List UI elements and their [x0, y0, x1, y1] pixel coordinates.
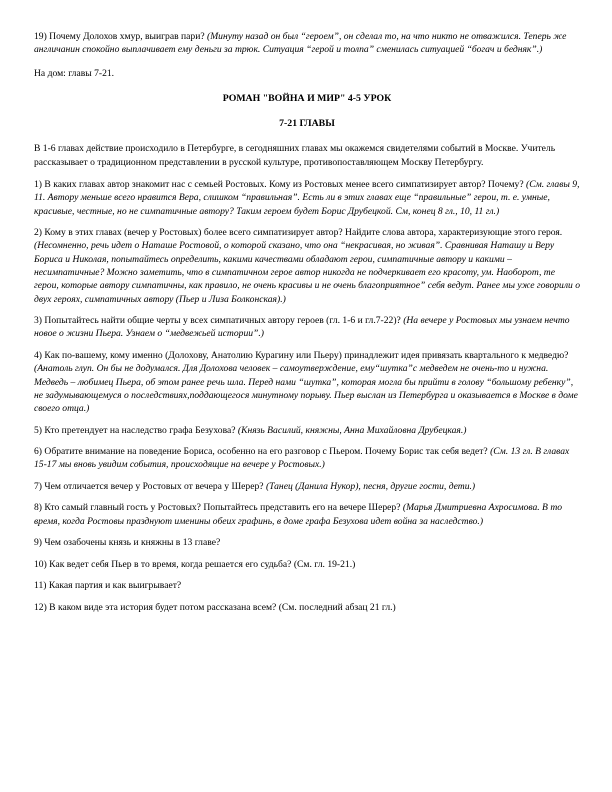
question-text: 7) Чем отличается вечер у Ростовых от вечера у Шерер? — [34, 480, 266, 492]
question-text: 8) Кто самый главный гость у Ростовых? Попытайтесь представить его на вечере Шерер? — [34, 502, 403, 514]
question-text: 10) Как ведет себя Пьер в то время, когда решается его судьба? (См. гл. 19-21.) — [34, 558, 356, 570]
answer-text: (Марья Дмитриевна Ахросимова. В то время, когда Ростовы празднуют именины обеих графинь, в доме графа Безухова идет война за наследство.) — [34, 502, 563, 527]
question-12 — [34, 601, 580, 614]
lesson-title: РОМАН "ВОЙНА И МИР" 4-5 УРОК — [222, 92, 392, 104]
question-5 — [34, 424, 580, 437]
chapters-subtitle: 7-21 ГЛАВЫ — [279, 118, 335, 130]
answer-text: (Князь Василий, княжны, Анна Михайловна Друбецкая.) — [237, 424, 467, 436]
homework-line: На дом: главы 7-21. — [34, 67, 115, 79]
question-text: 9) Чем озабочены князь и княжны в 13 главе? — [34, 537, 221, 549]
question-text: 3) Попытайтесь найти общие черты у всех симпатичных автору героев (гл. 1-6 и гл.7-22)? — [34, 315, 404, 327]
question-7 — [34, 480, 580, 493]
answer-text: (См. главы 9, 11. Автору меньше всего нравится Вера, слишком “правильная”. Есть ли в этих главах еще “правильные” герои, т. е. умные, красивые, честные, но не симпатичные автору? Таким героем будет Борис Друбецкой. См, конец 8 гл., 10, 11 гл.) — [34, 179, 580, 217]
document-page — [34, 30, 580, 622]
question-8 — [34, 501, 580, 528]
question-text: 2) Кому в этих главах (вечер у Ростовых) более всего симпатизирует автор? Найдите слова автора, характеризующие этого героя. — [34, 227, 563, 239]
question-11 — [34, 579, 580, 592]
question-text: 11) Какая партия и как выигрывает? — [34, 580, 182, 592]
question-3 — [34, 314, 580, 341]
question-4 — [34, 349, 580, 415]
question-text: 19) Почему Долохов хмур, выиграв пари? — [34, 31, 207, 42]
answer-text: (Анатоль глуп. Он бы не додумался. Для Долохова человек – самоутверждение, ему“шутка”с медведем не очень-то и нужна. Медведь – любимец Пьера, об этом ранее речь шла. Перед нами “шутка”, которая могла бы прийти в голову “большому ребенку”, не задумывающемуся о последствиях,поддающегося минутному порыву. Пьер выслан из Петербурга и оказывается в Москве в доме своего отца.) — [34, 363, 578, 415]
answer-text: (Несомненно, речь идет о Наташе Ростовой, о которой сказано, что она “некрасивая, но живая”. Сравнивая Наташу и Веру Бориса и Николая, попытайтесь определить, какими качествами обладают герои, симпатичные автору и какими – несимпатичные? Можно заметить, что в симпатичном герое автор никогда не подчеркивает его красоту, ум. Наоборот, те герои, которые автору симпатичны, как правило, не очень красивы и не очень благоприятное” себя ведут. Ранее мы уже говорили о двух героях, симпатичных автору (Пьер и Лиза Болконская).) — [34, 240, 581, 305]
question-2 — [34, 226, 580, 306]
question-text: 6) Обратите внимание на поведение Бориса, особенно на его разговор с Пьером. Почему Борис так себя ведет? — [34, 446, 491, 458]
answer-text: (См. 13 гл. В главах 15-17 мы вновь увидим события, происходящие на вечере у Ростовых.) — [34, 446, 570, 471]
answer-text: (Танец (Данила Нукор), песня, другие гости, дети.) — [265, 480, 476, 492]
question-9 — [34, 536, 580, 549]
answer-text: (Минуту назад он был “героем”, он сделал то, на что никто не отважился. Теперь же англичанин спокойно выплачивает ему деньги за трюк. Ситуация “герой и толпа” сменилась ситуацией “богач и бедняк”.) — [34, 31, 567, 56]
question-text: 12) В каком виде эта история будет потом рассказана всем? (См. последний абзац 21 гл.) — [34, 601, 396, 613]
answer-text: (На вечере у Ростовых мы узнаем нечто новое о жизни Пьера. Узнаем о “медвежьей истории”.) — [34, 315, 570, 340]
question-text: 5) Кто претендует на наследство графа Безухова? — [34, 424, 238, 436]
question-text: 1) В каких главах автор знакомит нас с семьей Ростовых. Кому из Ростовых менее всего симпатизирует автор? Почему? — [34, 179, 526, 191]
question-text: 4) Как по-вашему, кому именно (Долохову, Анатолию Курагину или Пьеру) принадлежит идея привязать квартального к медведю? — [34, 349, 569, 361]
question-10 — [34, 558, 580, 571]
question-6 — [34, 445, 580, 472]
question-1 — [34, 178, 580, 218]
question-19 — [34, 30, 580, 57]
intro-paragraph: В 1-6 главах действие происходило в Петербурге, в сегодняшних главах мы окажемся свидетелями событий в Москве. Учитель рассказывает о традиционном представлении в русской культуре, противопоставляющем Москву Петербургу. — [34, 143, 556, 168]
